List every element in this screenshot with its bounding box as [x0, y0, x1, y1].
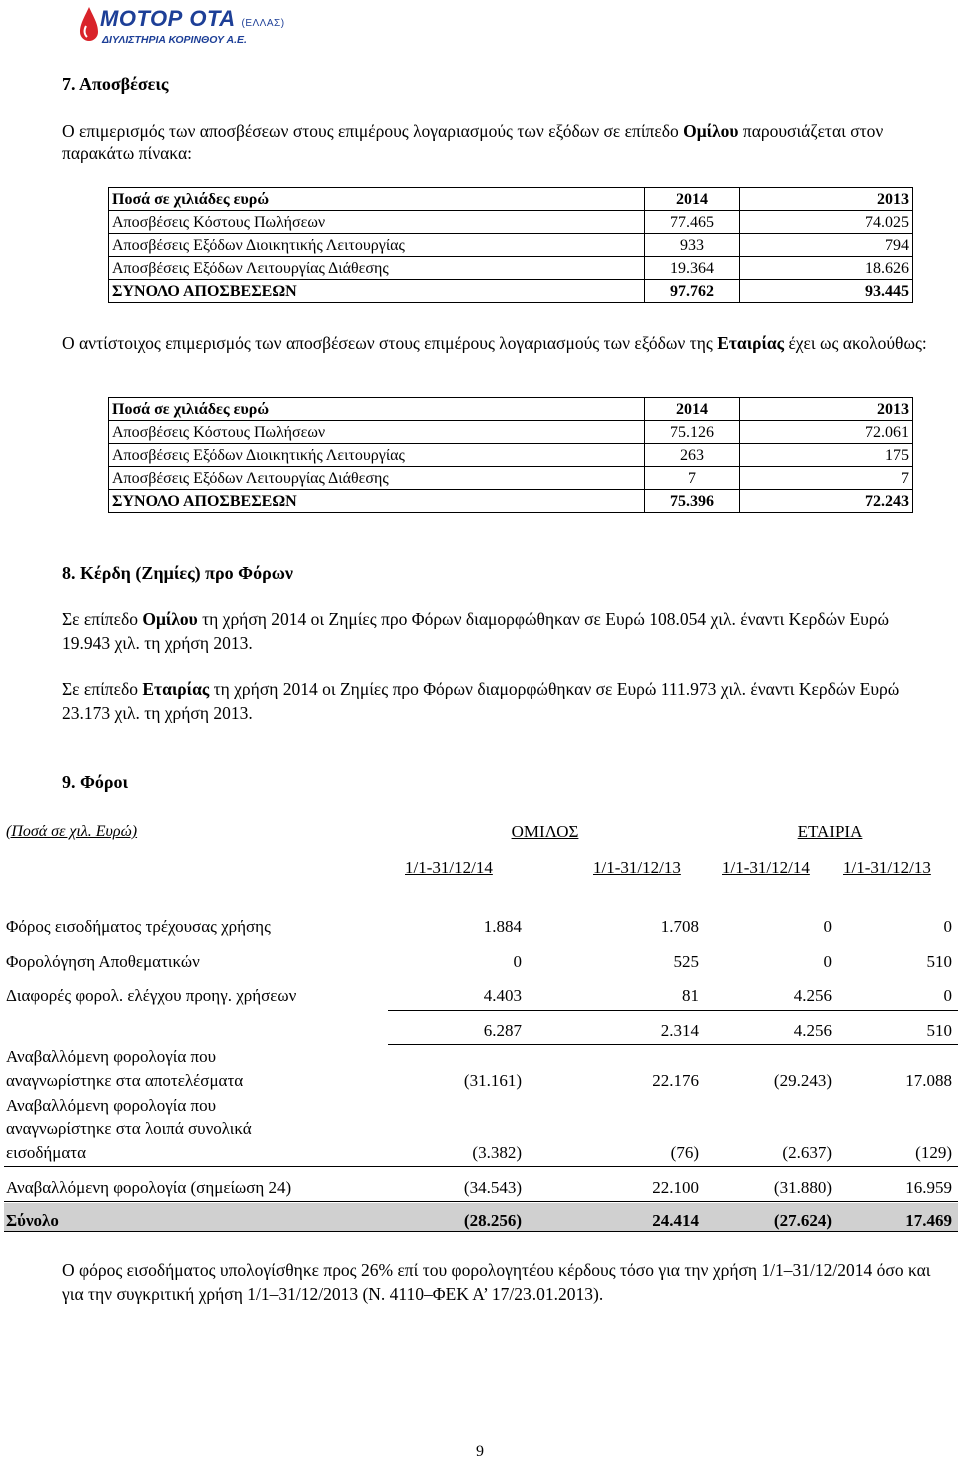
section-7-company-intro: Ο αντίστοιχος επιμερισμός των αποσβέσεων στους επιμέρους λογαριασμούς των εξόδων της Εταιρίας έχει ως ακολούθως: [62, 333, 927, 353]
table-header-row [109, 188, 913, 211]
table-cell: 2014 [645, 188, 740, 211]
table-cell: ΣΥΝΟΛΟ ΑΠΟΣΒΕΣΕΩΝ [109, 280, 645, 303]
group-column-label: ΟΜΙΛΟΣ [511, 822, 579, 841]
table-cell: Ποσά σε χιλιάδες ευρώ [109, 188, 645, 211]
page-number: 9 [476, 1443, 484, 1460]
tax-cell: (29.243) [773, 1071, 832, 1090]
units-label: (Ποσά σε χιλ. Ευρώ) [6, 823, 138, 840]
tax-cell: 4.403 [483, 986, 522, 1005]
tax-cell: 22.176 [652, 1071, 699, 1090]
company-logo [78, 4, 285, 52]
tax-total-cell: 24.414 [652, 1211, 699, 1230]
section-8-heading: 8. Κέρδη (Ζημίες) προ Φόρων [62, 563, 293, 583]
brand-name: ΜΟΤΟΡ ΟΤΑ (ΕΛΛΑΣ) [100, 6, 285, 31]
table-cell: 794 [740, 234, 913, 257]
table-row [109, 467, 913, 490]
tax-cell: 510 [926, 952, 952, 971]
tax-note-paragraph: Ο φόρος εισοδήματος υπολογίσθηκε προς 26% επί του φορολογητέου κέρδους τόσο για την χρήση 1/1–31/12/2014 όσο και για την συγκριτική χρήση 1/1–31/12/2013 (Ν. 4110–ΦΕΚ Α’ 17/23.01.2013). [62, 1260, 931, 1304]
table-header-row [109, 398, 913, 421]
section-9-heading: 9. Φόροι [62, 772, 129, 792]
company-column-label: ΕΤΑΙΡΙΑ [797, 822, 863, 841]
table-cell: 93.445 [740, 280, 913, 303]
period-header: 1/1-31/12/14 [405, 858, 493, 877]
tax-cell: 6.287 [483, 1021, 522, 1040]
divider [388, 1044, 958, 1045]
tax-total-cell: (27.624) [773, 1211, 832, 1230]
tax-row-label: Φόρος εισοδήματος τρέχουσας χρήσης [6, 917, 271, 936]
table-cell: 7 [740, 467, 913, 490]
table-cell: Αποσβέσεις Εξόδων Λειτουργίας Διάθεσης [109, 467, 645, 490]
table-cell: 2013 [740, 398, 913, 421]
table-row [109, 257, 913, 280]
table-cell: 72.061 [740, 421, 913, 444]
tax-cell: 2.314 [660, 1021, 699, 1040]
tax-cell: (3.382) [472, 1143, 522, 1162]
table-cell: 74.025 [740, 211, 913, 234]
table-cell: 2013 [740, 188, 913, 211]
period-header: 1/1-31/12/14 [722, 858, 810, 877]
total-row-shading [4, 1203, 388, 1231]
table-cell: 75.396 [645, 490, 740, 513]
table-cell: 18.626 [740, 257, 913, 280]
tax-total-cell: (28.256) [463, 1211, 522, 1230]
tax-total-label: Σύνολο [6, 1211, 59, 1230]
table-cell: 2014 [645, 398, 740, 421]
tax-cell: 1.884 [483, 917, 522, 936]
tax-cell: 4.256 [793, 1021, 832, 1040]
tax-row-label: Φορολόγηση Αποθεματικών [6, 952, 200, 971]
table-total-row [109, 490, 913, 513]
table-cell: 175 [740, 444, 913, 467]
table-total-row [109, 280, 913, 303]
section-8-group-paragraph: Σε επίπεδο Ομίλου τη χρήση 2014 οι Ζημίες προ Φόρων διαμορφώθηκαν σε Ευρώ 108.054 χιλ. έναντι Κερδών Ευρώ 19.943 χιλ. τη χρήση 2013. [62, 609, 890, 653]
table-cell: Αποσβέσεις Κόστους Πωλήσεων [109, 421, 645, 444]
tax-cell: 0 [513, 952, 522, 971]
table-cell: 72.243 [740, 490, 913, 513]
tax-total-cell: 17.469 [905, 1211, 952, 1230]
tax-row-label: αναγνωρίστηκε στα αποτελέσματα [6, 1071, 244, 1090]
tax-cell: 0 [823, 952, 832, 971]
tax-cell: (2.637) [782, 1143, 832, 1162]
tax-cell: 0 [823, 917, 832, 936]
table-cell: 7 [645, 467, 740, 490]
table-cell: ΣΥΝΟΛΟ ΑΠΟΣΒΕΣΕΩΝ [109, 490, 645, 513]
divider [4, 1166, 958, 1167]
tax-cell: 81 [682, 986, 699, 1005]
tax-cell: (31.161) [463, 1071, 522, 1090]
table-cell: Αποσβέσεις Εξόδων Λειτουργίας Διάθεσης [109, 257, 645, 280]
tax-cell: 510 [926, 1021, 952, 1040]
tax-row-label: Διαφορές φορολ. ελέγχου προηγ. χρήσεων [6, 986, 297, 1005]
tax-cell: 525 [673, 952, 699, 971]
drop-logo-icon [78, 6, 100, 46]
table-cell: Ποσά σε χιλιάδες ευρώ [109, 398, 645, 421]
tax-cell: 4.256 [793, 986, 832, 1005]
divider [388, 1010, 958, 1011]
tax-cell: 16.959 [905, 1178, 952, 1197]
section-7-intro: Ο επιμερισμός των αποσβέσεων στους επιμέρους λογαριασμούς των εξόδων σε επίπεδο Ομίλου παρουσιάζεται στον παρακάτω πίνακα: [62, 121, 884, 163]
period-header: 1/1-31/12/13 [843, 858, 931, 877]
tax-cell: 1.708 [660, 917, 699, 936]
brand-tagline: ΔΙΥΛΙΣΤΗΡΙΑ ΚΟΡΙΝΘΟΥ Α.Ε. [102, 34, 247, 46]
tax-cell: 0 [943, 986, 952, 1005]
table-cell: 933 [645, 234, 740, 257]
divider [4, 1231, 958, 1232]
company-depreciation-table [108, 397, 913, 513]
table-cell: 77.465 [645, 211, 740, 234]
table-cell: Αποσβέσεις Εξόδων Διοικητικής Λειτουργίας [109, 444, 645, 467]
tax-cell: (31.880) [773, 1178, 832, 1197]
divider [4, 1201, 958, 1202]
tax-cell: (34.543) [463, 1178, 522, 1197]
tax-cell: 0 [943, 917, 952, 936]
tax-row-label: Αναβαλλόμενη φορολογία που [6, 1096, 217, 1115]
tax-cell: (129) [915, 1143, 952, 1162]
section-8-company-paragraph: Σε επίπεδο Εταιρίας τη χρήση 2014 οι Ζημίες προ Φόρων διαμορφώθηκαν σε Ευρώ 111.973 χιλ. έναντι Κερδών Ευρώ 23.173 χιλ. τη χρήση 2013. [62, 679, 900, 723]
table-row [109, 444, 913, 467]
tax-row-label: Αναβαλλόμενη φορολογία που [6, 1047, 217, 1066]
period-header: 1/1-31/12/13 [593, 858, 681, 877]
table-cell: Αποσβέσεις Κόστους Πωλήσεων [109, 211, 645, 234]
table-row [109, 211, 913, 234]
tax-row-label: αναγνωρίστηκε στα λοιπά συνολικά [6, 1119, 252, 1138]
tax-row-label: Αναβαλλόμενη φορολογία (σημείωση 24) [6, 1178, 292, 1197]
table-cell: 75.126 [645, 421, 740, 444]
group-depreciation-table [108, 187, 913, 303]
tax-cell: (76) [670, 1143, 699, 1162]
section-7-heading: 7. Αποσβέσεις [62, 74, 169, 94]
tax-cell: 17.088 [905, 1071, 952, 1090]
table-cell: 19.364 [645, 257, 740, 280]
table-row [109, 421, 913, 444]
table-row [109, 234, 913, 257]
table-cell: Αποσβέσεις Εξόδων Διοικητικής Λειτουργίας [109, 234, 645, 257]
tax-cell: 22.100 [652, 1178, 699, 1197]
tax-row-label: εισοδήματα [6, 1143, 87, 1162]
table-cell: 263 [645, 444, 740, 467]
table-cell: 97.762 [645, 280, 740, 303]
